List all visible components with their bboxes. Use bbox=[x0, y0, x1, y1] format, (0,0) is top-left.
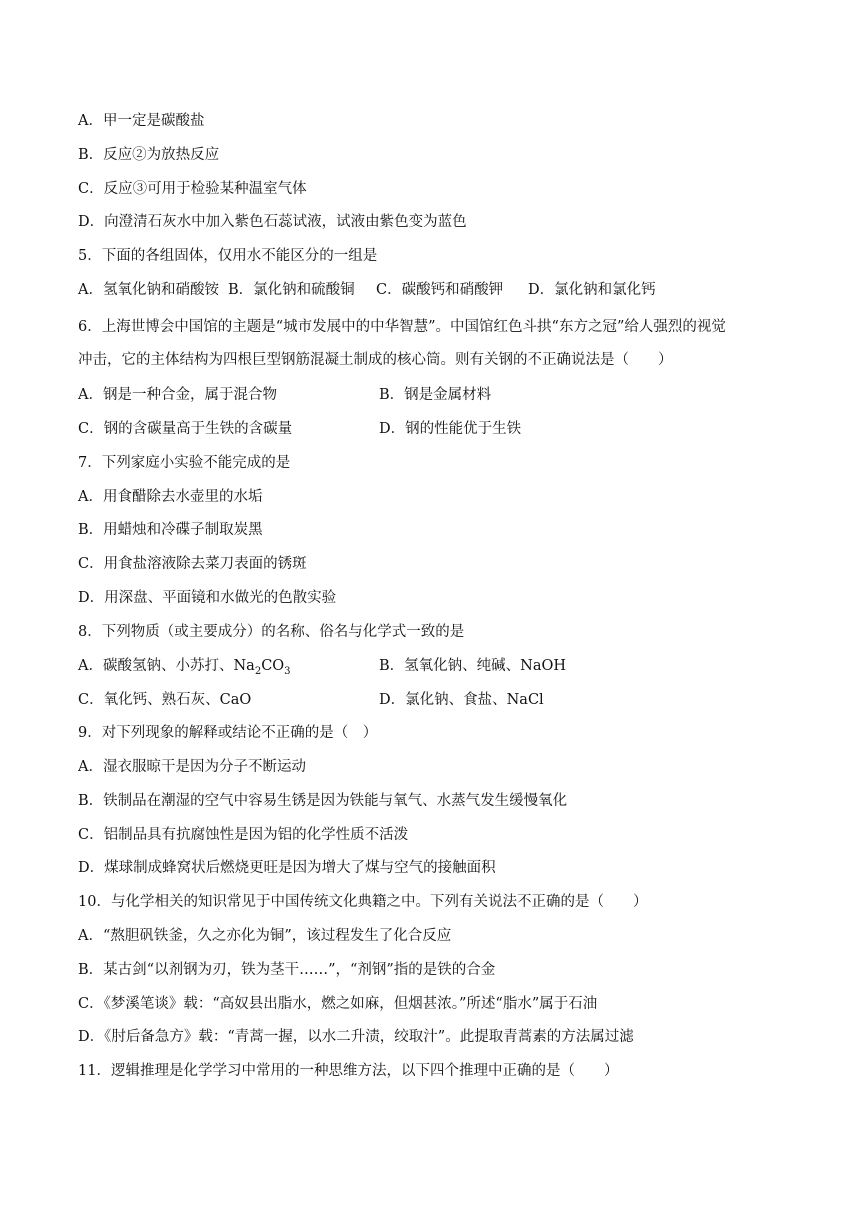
q8-option-a-subscript-1: 2 bbox=[254, 665, 262, 677]
q8-option-c: C．氧化钙、熟石灰、CaO bbox=[78, 692, 252, 708]
q10-option-d: D．《肘后备急方》载：“青蒿一握，以水二升渍，绞取汁”。此提取青蒿素的方法属过滤 bbox=[78, 1029, 634, 1045]
q8-option-a-subscript-2: 3 bbox=[284, 665, 291, 677]
q8-option-a-formula: CO bbox=[261, 658, 285, 674]
q10-stem: 10．与化学相关的知识常见于中国传统文化典籍之中。下列有关说法不正确的是（ ） bbox=[78, 894, 648, 910]
q5-option-b: B．氯化钠和硫酸铜 bbox=[228, 282, 355, 298]
q9-option-a: A．湿衣服晾干是因为分子不断运动 bbox=[78, 759, 306, 775]
q7-stem: 7．下列家庭小实验不能完成的是 bbox=[78, 455, 291, 471]
q8-option-a-prefix: A．碳酸氢钠、小苏打、Na bbox=[78, 658, 255, 674]
q4-option-c: C．反应③可用于检验某种温室气体 bbox=[78, 181, 307, 197]
q5-option-c: C．碳酸钙和硝酸钾 bbox=[376, 282, 504, 298]
q6-option-d: D．钢的性能优于生铁 bbox=[379, 421, 522, 437]
q4-option-a: A．甲一定是碳酸盐 bbox=[78, 113, 205, 129]
q6-stem-line2: 冲击，它的主体结构为四根巨型钢筋混凝土制成的核心筒。则有关钢的不正确说法是（ ） bbox=[78, 352, 673, 368]
q5-stem: 5．下面的各组固体，仅用水不能区分的一组是 bbox=[78, 248, 378, 264]
q4-option-b: B．反应②为放热反应 bbox=[78, 147, 220, 163]
q9-option-b: B．铁制品在潮湿的空气中容易生锈是因为铁能与氧气、水蒸气发生缓慢氧化 bbox=[78, 793, 568, 809]
q7-option-a: A．用食醋除去水壶里的水垢 bbox=[78, 489, 263, 505]
q9-stem: 9．对下列现象的解释或结论不正确的是（ ） bbox=[78, 725, 378, 741]
q8-option-d: D．氯化钠、食盐、NaCl bbox=[379, 692, 544, 708]
q8-stem: 8．下列物质（或主要成分）的名称、俗名与化学式一致的是 bbox=[78, 624, 465, 640]
q11-stem: 11．逻辑推理是化学学习中常用的一种思维方法，以下四个推理中正确的是（ ） bbox=[78, 1063, 619, 1079]
q6-option-c: C．钢的含碳量高于生铁的含碳量 bbox=[78, 421, 293, 437]
q6-option-b: B．钢是金属材料 bbox=[379, 387, 492, 403]
q8-option-a bbox=[78, 656, 291, 676]
q5-option-a: A．氢氧化钠和硝酸铵 bbox=[78, 282, 219, 298]
q4-option-d: D．向澄清石灰水中加入紫色石蕊试液，试液由紫色变为蓝色 bbox=[78, 214, 467, 230]
q6-option-a: A．钢是一种合金，属于混合物 bbox=[78, 387, 277, 403]
q8-option-b: B．氢氧化钠、纯碱、NaOH bbox=[379, 658, 567, 674]
q10-option-b: B．某古剑“以剂钢为刃，铁为茎干……”，“剂钢”指的是铁的合金 bbox=[78, 962, 496, 978]
q5-option-d: D．氯化钠和氯化钙 bbox=[528, 282, 656, 298]
q7-option-b: B．用蜡烛和冷碟子制取炭黑 bbox=[78, 522, 263, 538]
q10-option-c: C．《梦溪笔谈》载：“高奴县出脂水，燃之如麻，但烟甚浓。”所述“脂水”属于石油 bbox=[78, 996, 598, 1012]
q7-option-c: C．用食盐溶液除去菜刀表面的锈斑 bbox=[78, 556, 307, 572]
q6-stem-line1: 6．上海世博会中国馆的主题是“城市发展中的中华智慧”。中国馆红色斗拱“东方之冠”给人强烈的视觉 bbox=[78, 319, 726, 335]
q9-option-d: D．煤球制成蜂窝状后燃烧更旺是因为增大了煤与空气的接触面积 bbox=[78, 860, 496, 876]
q10-option-a: A．“熬胆矾铁釜，久之亦化为铜”，该过程发生了化合反应 bbox=[78, 928, 452, 944]
q9-option-c: C．铝制品具有抗腐蚀性是因为铝的化学性质不活泼 bbox=[78, 827, 409, 843]
q7-option-d: D．用深盘、平面镜和水做光的色散实验 bbox=[78, 590, 337, 606]
